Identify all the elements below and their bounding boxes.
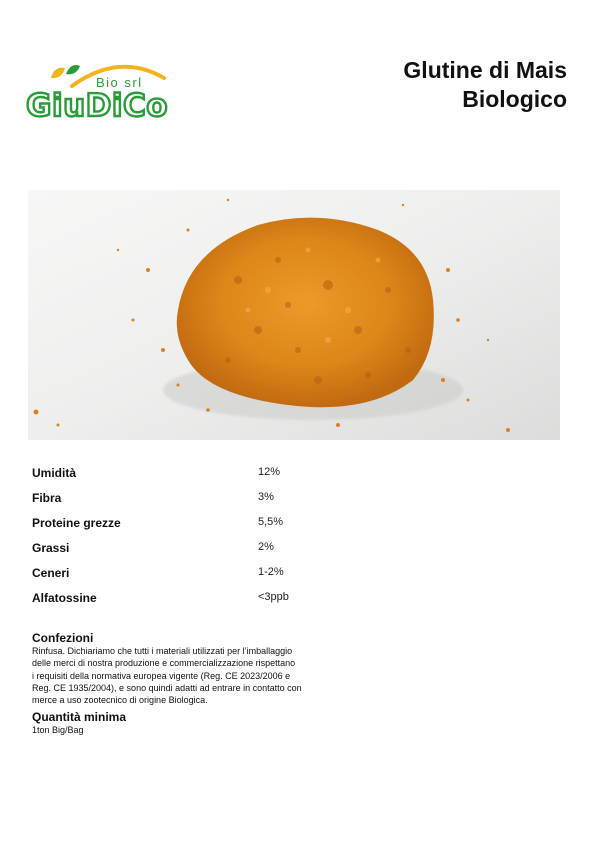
company-logo xyxy=(24,56,194,126)
spec-row xyxy=(32,462,552,487)
spec-table xyxy=(32,462,552,612)
spec-row xyxy=(32,537,552,562)
product-title xyxy=(403,56,567,114)
packaging-line: delle merci di nostra produzione e commercializzazione rispettano xyxy=(32,658,296,669)
spec-label: Grassi xyxy=(32,541,70,555)
spec-row xyxy=(32,487,552,512)
spec-value: 3% xyxy=(258,491,274,503)
spec-value: 12% xyxy=(258,466,281,478)
spec-label: Ceneri xyxy=(32,566,70,580)
product-title-line2: Biologico xyxy=(462,86,567,112)
minimum-quantity-title: Quantità minima xyxy=(32,710,127,724)
spec-label: Alfatossine xyxy=(32,591,97,605)
spec-value: 1-2% xyxy=(258,566,284,578)
spec-row xyxy=(32,587,552,612)
spec-label: Umidità xyxy=(32,466,77,480)
packaging-line: Reg. CE 1935/2004), e sono quindi adatti ad entrare in contatto con xyxy=(32,682,302,693)
spec-row xyxy=(32,512,552,537)
leaf-icon xyxy=(51,68,65,78)
packaging-line: i requisiti della normativa europea vigente (Reg. CE 2023/2006 e xyxy=(32,670,291,681)
packaging-line: Rinfusa. Dichiariamo che tutti i materiali utilizzati per l’imballaggio xyxy=(32,646,293,656)
packaging-title: Confezioni xyxy=(32,631,94,645)
logo-brand-text: GiuDiCo xyxy=(26,88,169,124)
spec-label: Proteine grezze xyxy=(32,516,121,530)
packaging-line: merce a uso zootecnico di origine Biologica. xyxy=(32,695,208,706)
minimum-quantity-value: 1ton Big/Bag xyxy=(32,725,84,735)
spec-label: Fibra xyxy=(32,491,62,505)
spec-row xyxy=(32,562,552,587)
logo-suffix-text: Bio srl xyxy=(96,75,143,90)
spec-value: 5,5% xyxy=(258,516,284,528)
leaf-icon xyxy=(66,65,80,74)
product-title-line1: Glutine di Mais xyxy=(403,57,567,83)
spec-value: 2% xyxy=(258,541,274,553)
product-photo xyxy=(28,190,560,440)
spec-value: <3ppb xyxy=(258,591,289,603)
packaging-text xyxy=(32,645,337,706)
